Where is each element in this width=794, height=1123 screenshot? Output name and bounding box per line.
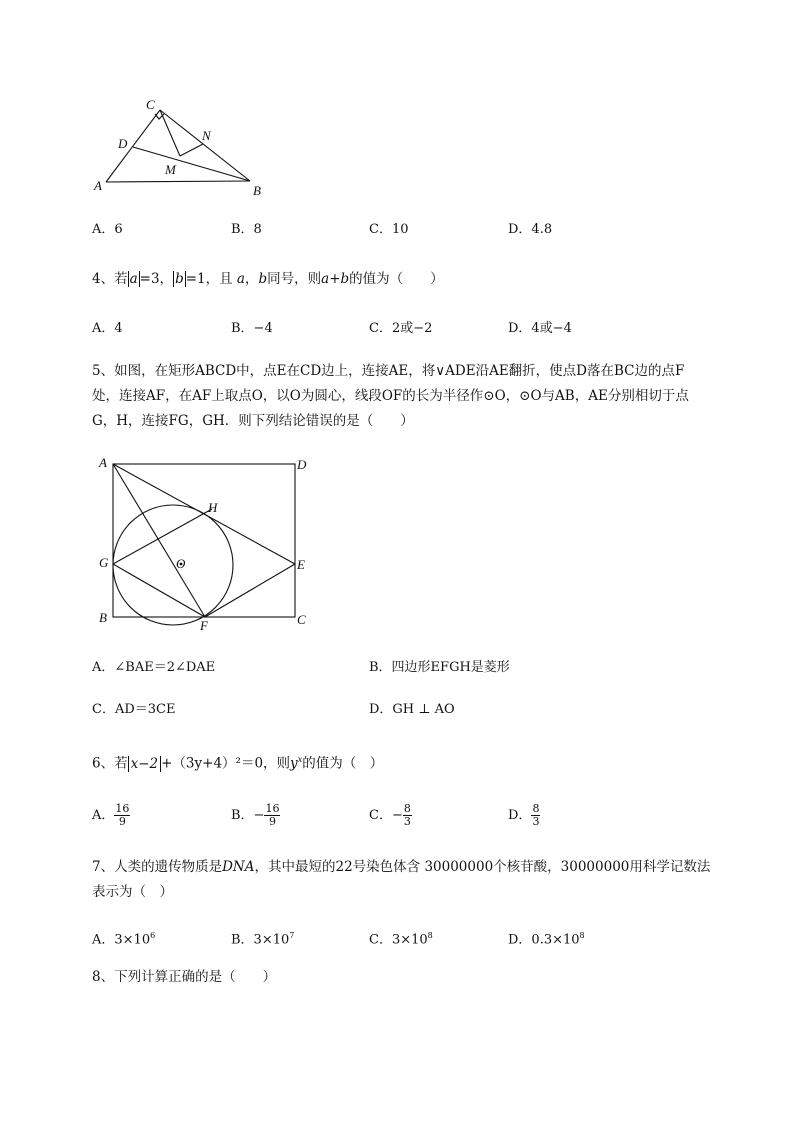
q3-option-d[interactable]: D．4.8 [508, 222, 553, 237]
q4-plus: + [329, 271, 341, 287]
q7-b-exp: 7 [289, 931, 295, 940]
q4-comma: ， [244, 271, 259, 287]
q5-option-b[interactable]: B．四边形EFGH是菱形 [369, 660, 510, 675]
q3-option-c[interactable]: C．10 [369, 222, 409, 237]
q3-option-b[interactable]: B．8 [231, 222, 262, 237]
q6-d-prefix: D． [508, 808, 532, 823]
rectangle-circle-figure [92, 452, 322, 634]
q4-var-a: a [236, 271, 245, 287]
q7-d-exp: 8 [579, 931, 585, 940]
question-5-line-1: 5、如图，在矩形ABCD中，点E在CD边上，连接AE，将∨ADE沿AE翻折，使点D落在BC边的点F [92, 363, 685, 379]
question-7-line-2: 表示为（ ） [92, 884, 173, 900]
q4-expr-a: a [321, 271, 330, 287]
q5-option-d[interactable]: D．GH ⊥ AO [369, 702, 455, 717]
q6-a-prefix: A． [92, 808, 115, 823]
q6-b-num: 16 [265, 802, 280, 815]
q6-b-prefix: B．− [231, 808, 265, 823]
q4-option-a[interactable]: A．4 [92, 321, 123, 336]
q4-abs-b: b [175, 271, 184, 287]
question-8: 8、下列计算正确的是（ ） [92, 969, 277, 985]
q6-prefix: 6、若 [92, 755, 128, 772]
q6-c-den: 3 [403, 815, 411, 828]
q4-same-sign: 同号，则 [267, 271, 322, 287]
label-D: D [118, 136, 128, 151]
q6-d-fraction [531, 803, 540, 828]
q7-option-b[interactable] [231, 927, 294, 949]
q6-abs-expr: x−2 [128, 756, 162, 772]
q7-line1-end: ，其中最短的22号染色体含 30000000个核苷酸，30000000用科学记数法 [254, 859, 711, 875]
q6-a-fraction [114, 803, 130, 828]
label-H: H [208, 500, 218, 515]
q4-option-b[interactable]: B．−4 [231, 321, 273, 336]
q6-a-den: 9 [118, 815, 126, 828]
q6-option-c[interactable] [369, 803, 412, 828]
triangle-figure [88, 92, 278, 202]
question-5-line-3: G，H，连接FG，GH．则下列结论错误的是（ ） [92, 413, 414, 429]
label-A: A [99, 455, 107, 470]
label-O: O [176, 556, 186, 571]
q6-c-fraction [403, 803, 412, 828]
q7-line1-start: 7、人类的遗传物质是 [92, 859, 223, 875]
q6-exponent-x: x [297, 755, 303, 764]
q7-option-d[interactable] [508, 927, 585, 949]
q6-option-a[interactable] [92, 803, 130, 828]
question-5-line-2: 处，连接AF，在AF上取点O，以O为圆心，线段OF的长为半径作⊙O，⊙O与AB，AE分别相切于点 [92, 388, 689, 404]
label-B: B [99, 610, 107, 625]
label-M: M [165, 162, 176, 177]
label-A: A [94, 178, 102, 193]
q6-c-prefix: C．− [369, 808, 403, 823]
label-C: C [146, 97, 155, 112]
q6-b-fraction [264, 803, 280, 828]
label-F: F [200, 618, 208, 633]
q4-option-c[interactable]: C．2或−2 [369, 321, 433, 336]
q5-option-c[interactable]: C．AD＝3CE [92, 702, 176, 717]
q7-a-exp: 6 [150, 931, 156, 940]
q4-abs-a: a [129, 271, 138, 287]
q6-d-den: 3 [532, 815, 540, 828]
q3-option-a[interactable]: A．6 [92, 222, 123, 237]
label-G: G [99, 555, 109, 570]
question-4 [92, 270, 444, 288]
q4-eq1: =3， [139, 271, 174, 287]
q4-expr-b: b [340, 271, 350, 287]
q7-option-c[interactable] [369, 927, 433, 949]
q6-option-d[interactable] [508, 803, 540, 828]
q7-d-base: D．0.3×10 [508, 932, 580, 948]
q6-option-b[interactable] [231, 803, 280, 828]
q7-c-exp: 8 [427, 931, 433, 940]
q6-d-num: 8 [532, 802, 540, 815]
q5-option-a[interactable]: A．∠BAE＝2∠DAE [92, 660, 216, 675]
question-6 [92, 751, 383, 773]
q6-tail: 的值为（ ） [302, 755, 384, 772]
q6-a-num: 16 [115, 802, 130, 815]
label-E: E [297, 557, 305, 572]
q4-prefix: 4、若 [92, 271, 128, 287]
q7-b-base: B．3×10 [231, 932, 290, 948]
label-C: C [297, 612, 306, 627]
q6-b-den: 9 [268, 815, 276, 828]
label-B: B [253, 183, 261, 198]
q4-option-d[interactable]: D．4或−4 [508, 321, 572, 336]
q4-var-b: b [258, 271, 268, 287]
q6-c-num: 8 [403, 802, 411, 815]
q7-a-base: A．3×10 [92, 932, 151, 948]
label-N: N [202, 128, 211, 143]
q6-middle: +（3y+4）²＝0，则 [161, 755, 291, 772]
q7-dna: DNA [222, 859, 255, 875]
label-D: D [297, 457, 307, 472]
q6-y: y [290, 755, 298, 772]
q4-eq2: =1，且 [185, 271, 233, 287]
q4-tail: 的值为（ ） [349, 271, 444, 287]
q7-option-a[interactable] [92, 927, 155, 949]
q7-c-base: C．3×10 [369, 932, 428, 948]
question-7-line-1 [92, 858, 710, 876]
